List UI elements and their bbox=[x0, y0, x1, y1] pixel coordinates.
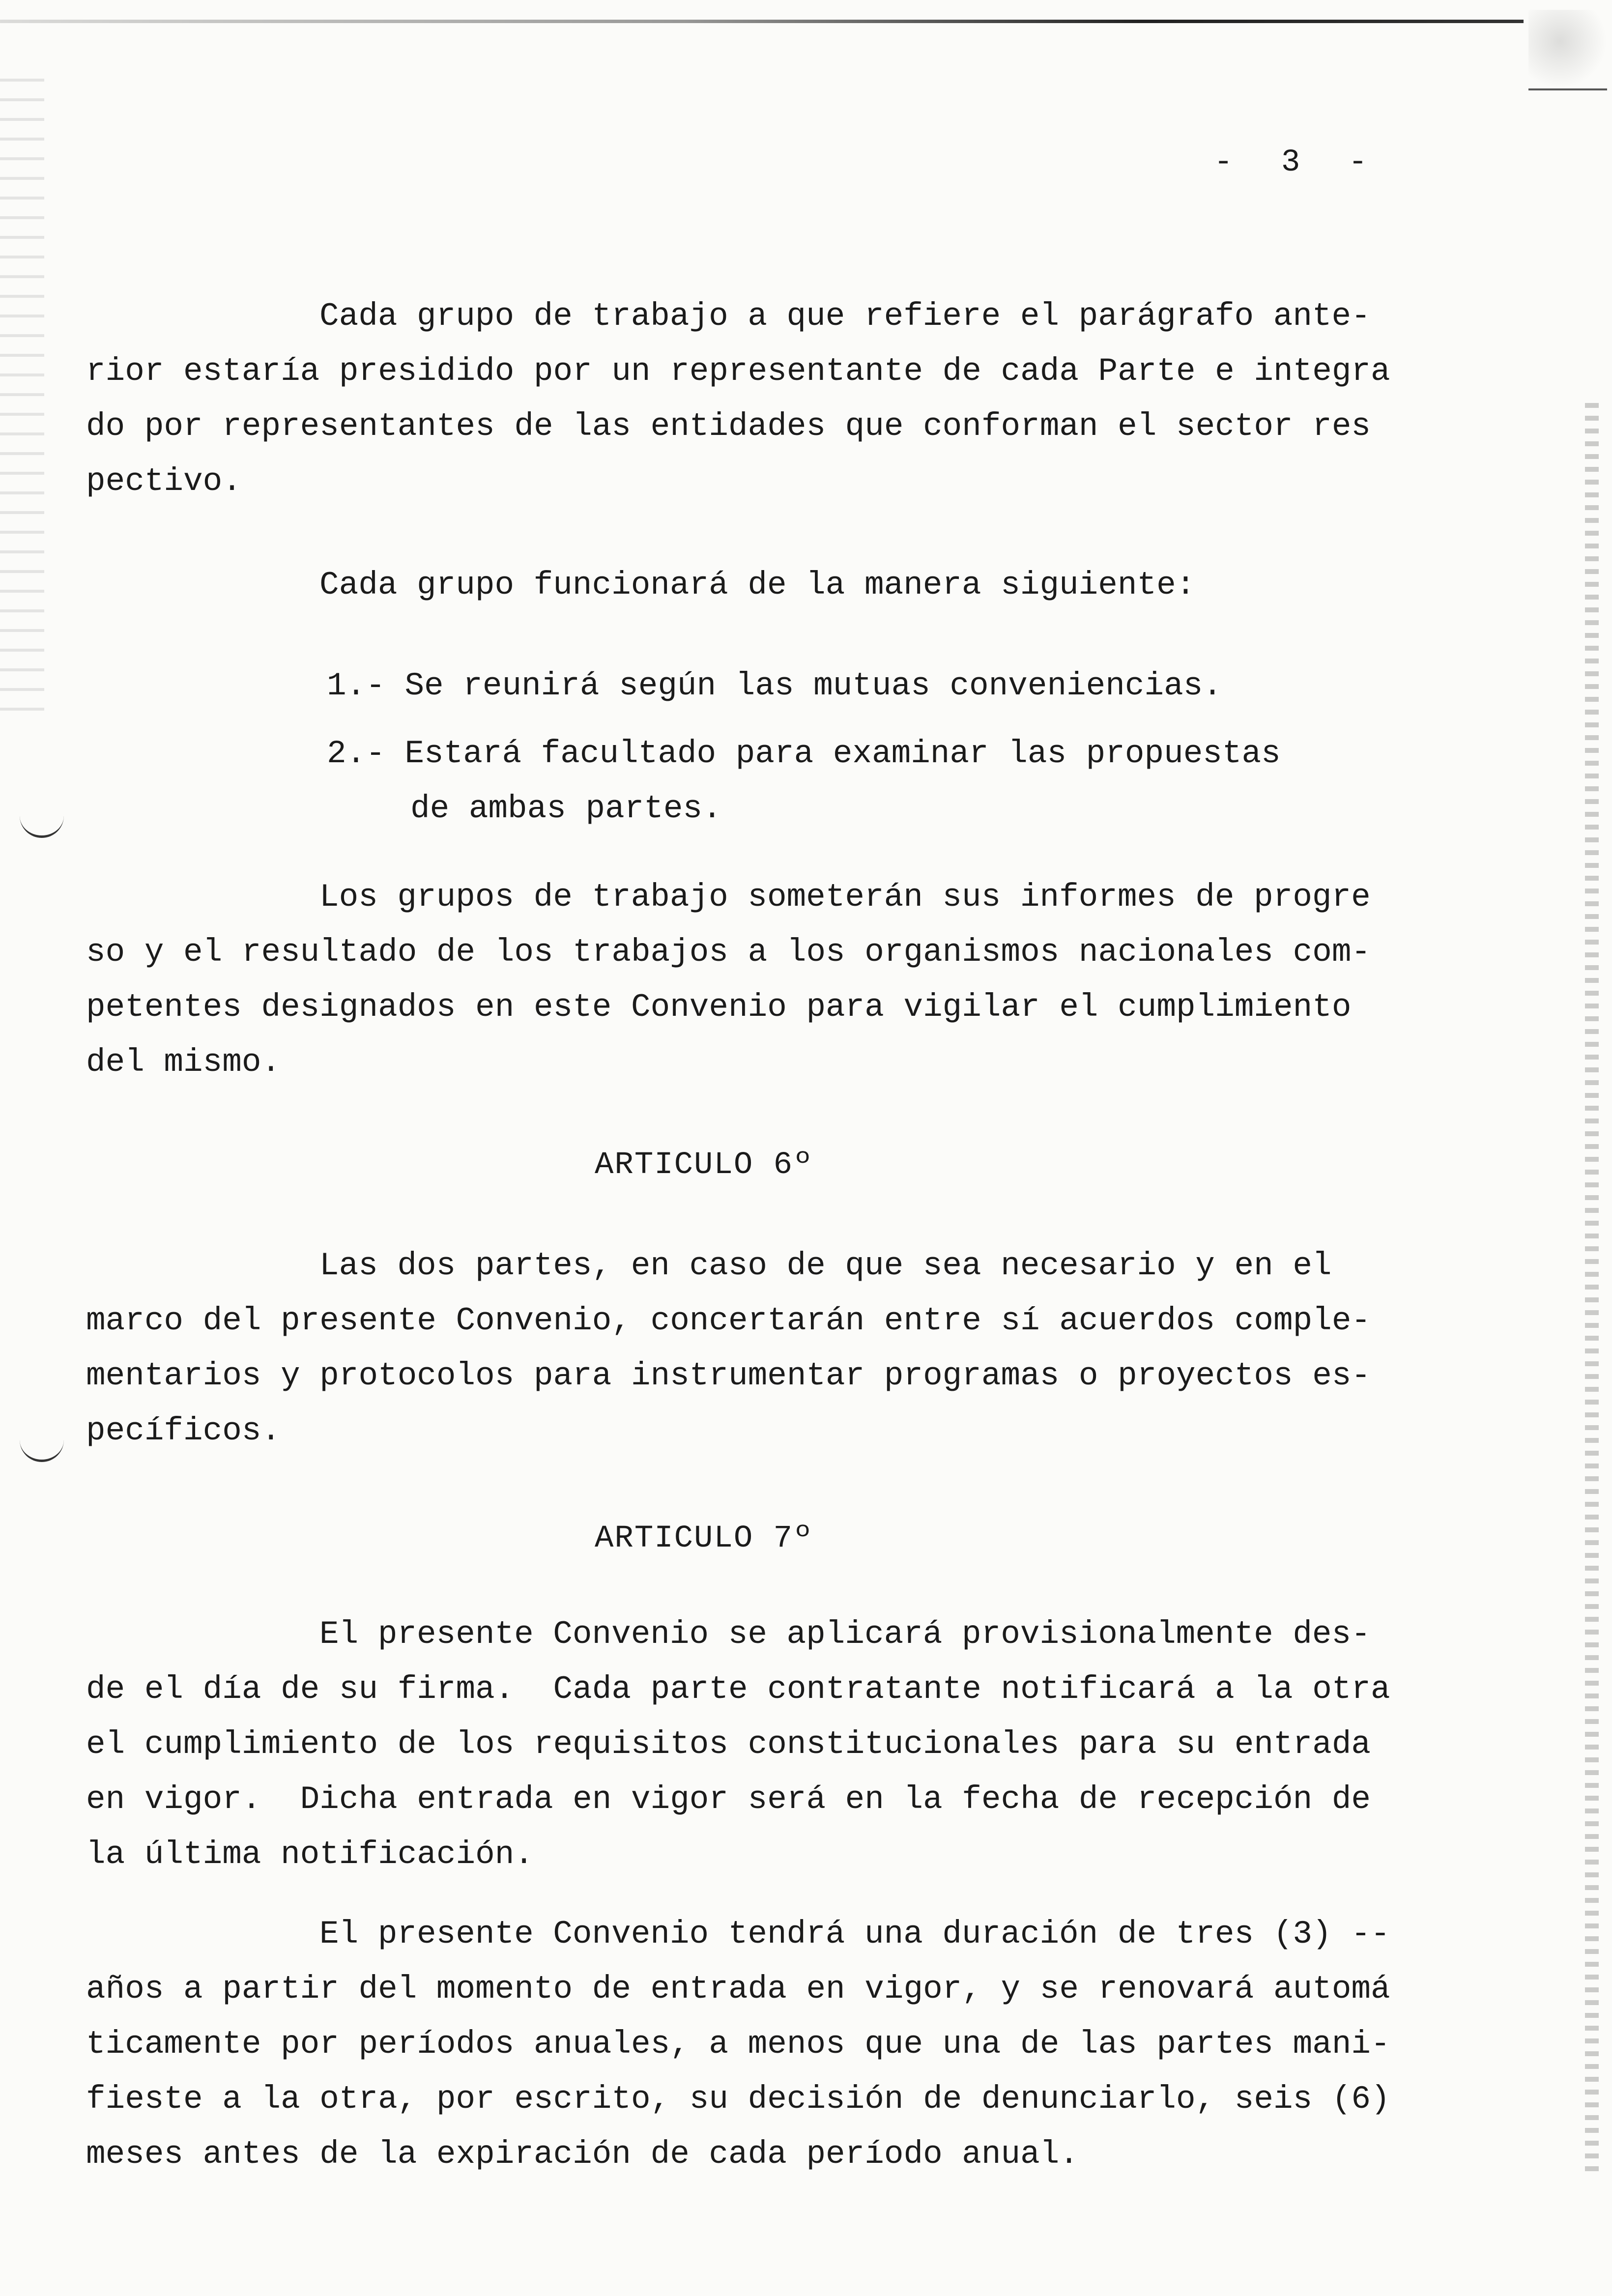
article-7-heading: ARTICULO 7º bbox=[595, 1521, 813, 1556]
paragraph-article-6 bbox=[86, 1238, 1472, 1459]
punch-hole-mark bbox=[20, 806, 64, 838]
paragraph-line: pecíficos. bbox=[86, 1412, 281, 1449]
paragraph-line: meses antes de la expiración de cada período anual. bbox=[86, 2136, 1079, 2173]
paragraph-line: Las dos partes, en caso de que sea necesario y en el bbox=[319, 1247, 1332, 1284]
article-6-heading: ARTICULO 6º bbox=[595, 1148, 813, 1183]
paragraph-line: Los grupos de trabajo someterán sus informes de progre bbox=[319, 879, 1371, 916]
list-item-number: 1.- bbox=[327, 667, 385, 704]
paragraph-line: El presente Convenio se aplicará provisionalmente des- bbox=[319, 1616, 1371, 1653]
paragraph-line: pectivo. bbox=[86, 463, 242, 500]
paragraph-progress-reports bbox=[86, 870, 1472, 1090]
paragraph-working-groups bbox=[86, 289, 1472, 509]
paragraph-line: el cumplimiento de los requisitos constitucionales para su entrada bbox=[86, 1726, 1371, 1763]
paragraph-line: Cada grupo funcionará de la manera siguiente: bbox=[319, 567, 1196, 603]
paragraph-line: do por representantes de las entidades que conforman el sector res bbox=[86, 408, 1371, 445]
paragraph-group-operation bbox=[86, 558, 1472, 613]
paragraph-line: El presente Convenio tendrá una duración de tres (3) -- bbox=[319, 1916, 1390, 1952]
punch-hole-mark bbox=[20, 1430, 64, 1462]
paragraph-line: mentarios y protocolos para instrumentar programas o proyectos es- bbox=[86, 1357, 1371, 1394]
list-item-text: Se reunirá según las mutuas conveniencias. bbox=[404, 667, 1222, 704]
paragraph-line: años a partir del momento de entrada en vigor, y se renovará automá bbox=[86, 1971, 1390, 2008]
paragraph-article-7-duration bbox=[86, 1907, 1472, 2182]
paragraph-line: petentes designados en este Convenio para vigilar el cumplimiento bbox=[86, 989, 1352, 1026]
scan-left-edge-noise bbox=[0, 79, 44, 718]
paragraph-line: la última notificación. bbox=[86, 1836, 534, 1873]
paragraph-line: ticamente por períodos anuales, a menos que una de las partes mani- bbox=[86, 2026, 1390, 2063]
scan-right-edge-noise bbox=[1585, 403, 1599, 2172]
list-item-text: de ambas partes. bbox=[410, 790, 722, 827]
paragraph-article-7-application bbox=[86, 1607, 1472, 1882]
paragraph-line: Cada grupo de trabajo a que refiere el parágrafo ante- bbox=[319, 298, 1371, 335]
paragraph-line: en vigor. Dicha entrada en vigor será en la fecha de recepción de bbox=[86, 1781, 1371, 1818]
paragraph-line: fieste a la otra, por escrito, su decisión de denunciarlo, seis (6) bbox=[86, 2081, 1390, 2118]
scan-corner-mark bbox=[1528, 10, 1607, 90]
list-item bbox=[327, 726, 1359, 836]
list-item-text: Estará facultado para examinar las propuestas bbox=[404, 735, 1281, 772]
list-item bbox=[327, 659, 1359, 714]
paragraph-line: marco del presente Convenio, concertarán entre sí acuerdos comple- bbox=[86, 1302, 1371, 1339]
paragraph-line: de el día de su firma. Cada parte contratante notificará a la otra bbox=[86, 1671, 1390, 1708]
page-number: - 3 - bbox=[1214, 145, 1382, 180]
paragraph-line: so y el resultado de los trabajos a los organismos nacionales com- bbox=[86, 934, 1371, 971]
scan-top-edge-line bbox=[0, 20, 1524, 23]
list-item-number: 2.- bbox=[327, 735, 385, 772]
paragraph-line: rior estaría presidido por un representante de cada Parte e integra bbox=[86, 353, 1390, 390]
paragraph-line: del mismo. bbox=[86, 1044, 281, 1081]
